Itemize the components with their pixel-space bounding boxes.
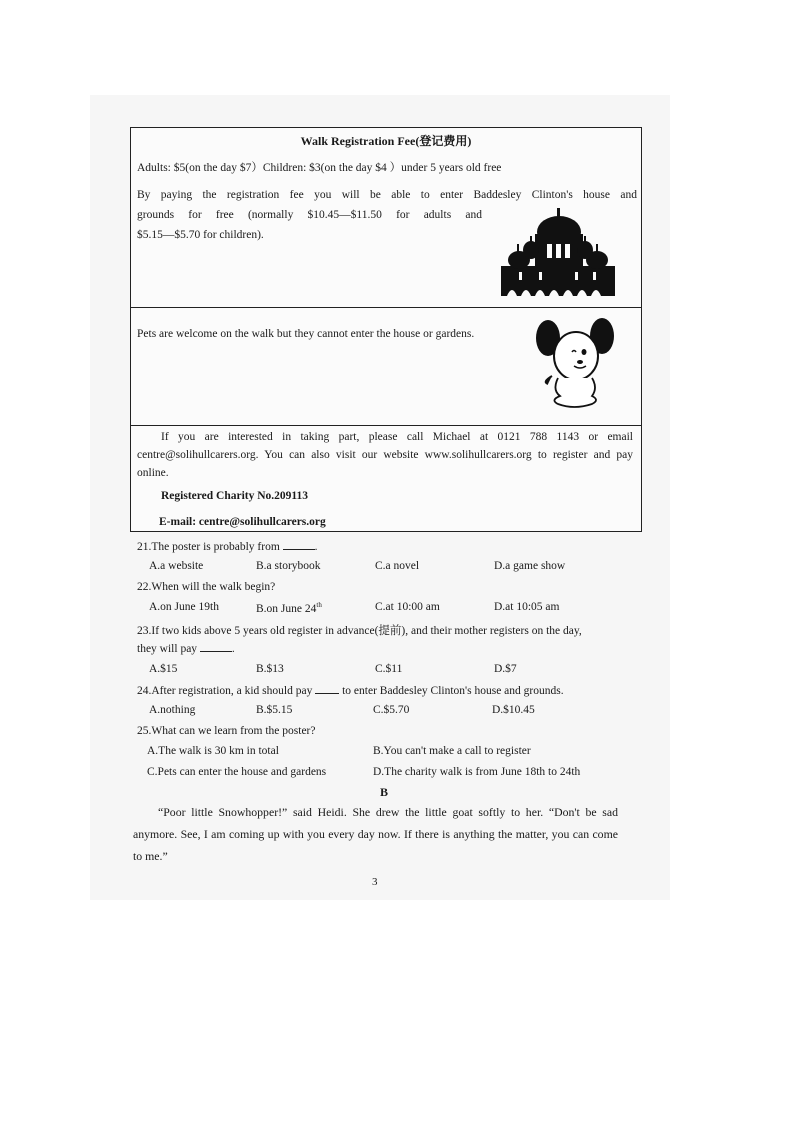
option: B.You can't make a call to register bbox=[373, 745, 531, 757]
option: C.Pets can enter the house and gardens bbox=[147, 766, 327, 778]
contact-text-line1: If you are interested in taking part, please call Michael at 0121 788 1143 or email bbox=[161, 431, 633, 443]
contact-email: E-mail: centre@solihullcarers.org bbox=[159, 516, 326, 528]
option: D.a game show bbox=[494, 560, 566, 572]
entry-text-line2: grounds for free (normally $10.45—$11.50 for adults and bbox=[137, 209, 482, 221]
castle-icon bbox=[499, 208, 617, 305]
fee-line: Adults: $5(on the day $7）Children: $3(on the day $4 ）under 5 years old free bbox=[137, 162, 502, 174]
question-stem-end: . bbox=[231, 643, 235, 655]
question-24 bbox=[137, 684, 564, 697]
option: B.$13 bbox=[256, 663, 284, 675]
question-stem-end: to enter Baddesley Clinton's house and grounds. bbox=[342, 685, 564, 697]
question-stem: 21.The poster is probably from bbox=[137, 541, 280, 553]
section-b-heading: B bbox=[380, 785, 389, 799]
charity-number: Registered Charity No.209113 bbox=[161, 490, 309, 502]
contact-section bbox=[131, 426, 641, 532]
question-23-line2 bbox=[137, 642, 235, 655]
story-line3: to me.” bbox=[133, 849, 168, 863]
option: C.$11 bbox=[375, 663, 403, 675]
pets-section bbox=[131, 308, 641, 426]
option: C.a novel bbox=[375, 560, 420, 572]
question-stem: 24.After registration, a kid should pay bbox=[137, 685, 313, 697]
option: A.on June 19th bbox=[149, 601, 219, 613]
option: B.$5.15 bbox=[256, 704, 293, 716]
story-line2: anymore. See, I am coming up with you every day now. If there is anything the matter, you can come bbox=[133, 827, 618, 841]
option: A.nothing bbox=[149, 704, 196, 716]
option: C.$5.70 bbox=[373, 704, 410, 716]
option bbox=[256, 601, 322, 615]
answer-blank bbox=[283, 540, 315, 550]
option: C.at 10:00 am bbox=[375, 601, 440, 613]
entry-text-line1: By paying the registration fee you will be able to enter Baddesley Clinton's house and bbox=[137, 189, 637, 201]
option: A.a website bbox=[149, 560, 204, 572]
option: D.The charity walk is from June 18th to 24th bbox=[373, 766, 581, 778]
option: D.$10.45 bbox=[492, 704, 535, 716]
question-stem-end: . bbox=[314, 541, 318, 553]
option-text: B.on June 24 bbox=[256, 602, 317, 615]
story-line1: “Poor little Snowhopper!” said Heidi. She drew the little goat softly to her. “Don't be sad bbox=[158, 805, 618, 819]
poster-title: Walk Registration Fee(登记费用) bbox=[300, 134, 472, 148]
option-superscript: th bbox=[316, 601, 322, 609]
answer-blank bbox=[315, 684, 339, 694]
contact-text-line2: centre@solihullcarers.org. You can also visit our website www.solihullcarers.org to register and pay bbox=[137, 449, 633, 461]
entry-text-line3: $5.15—$5.70 for children). bbox=[137, 229, 264, 241]
option: A.$15 bbox=[149, 663, 178, 675]
question-25: 25.What can we learn from the poster? bbox=[137, 725, 316, 737]
question-23: 23.If two kids above 5 years old register in advance(提前), and their mother registers on the day, bbox=[137, 625, 582, 637]
option: D.$7 bbox=[494, 663, 517, 675]
cartoon-dog-icon bbox=[536, 316, 616, 416]
pets-text: Pets are welcome on the walk but they cannot enter the house or gardens. bbox=[137, 328, 475, 340]
answer-blank bbox=[200, 642, 232, 652]
option: D.at 10:05 am bbox=[494, 601, 560, 613]
question-22: 22.When will the walk begin? bbox=[137, 581, 276, 593]
question-stem: they will pay bbox=[137, 643, 198, 655]
question-21 bbox=[137, 540, 318, 553]
walk-poster bbox=[130, 127, 642, 532]
fee-section bbox=[131, 128, 641, 308]
option: B.a storybook bbox=[256, 560, 321, 572]
page-number: 3 bbox=[372, 876, 378, 888]
option: A.The walk is 30 km in total bbox=[147, 745, 279, 757]
contact-text-line3: online. bbox=[137, 467, 169, 479]
